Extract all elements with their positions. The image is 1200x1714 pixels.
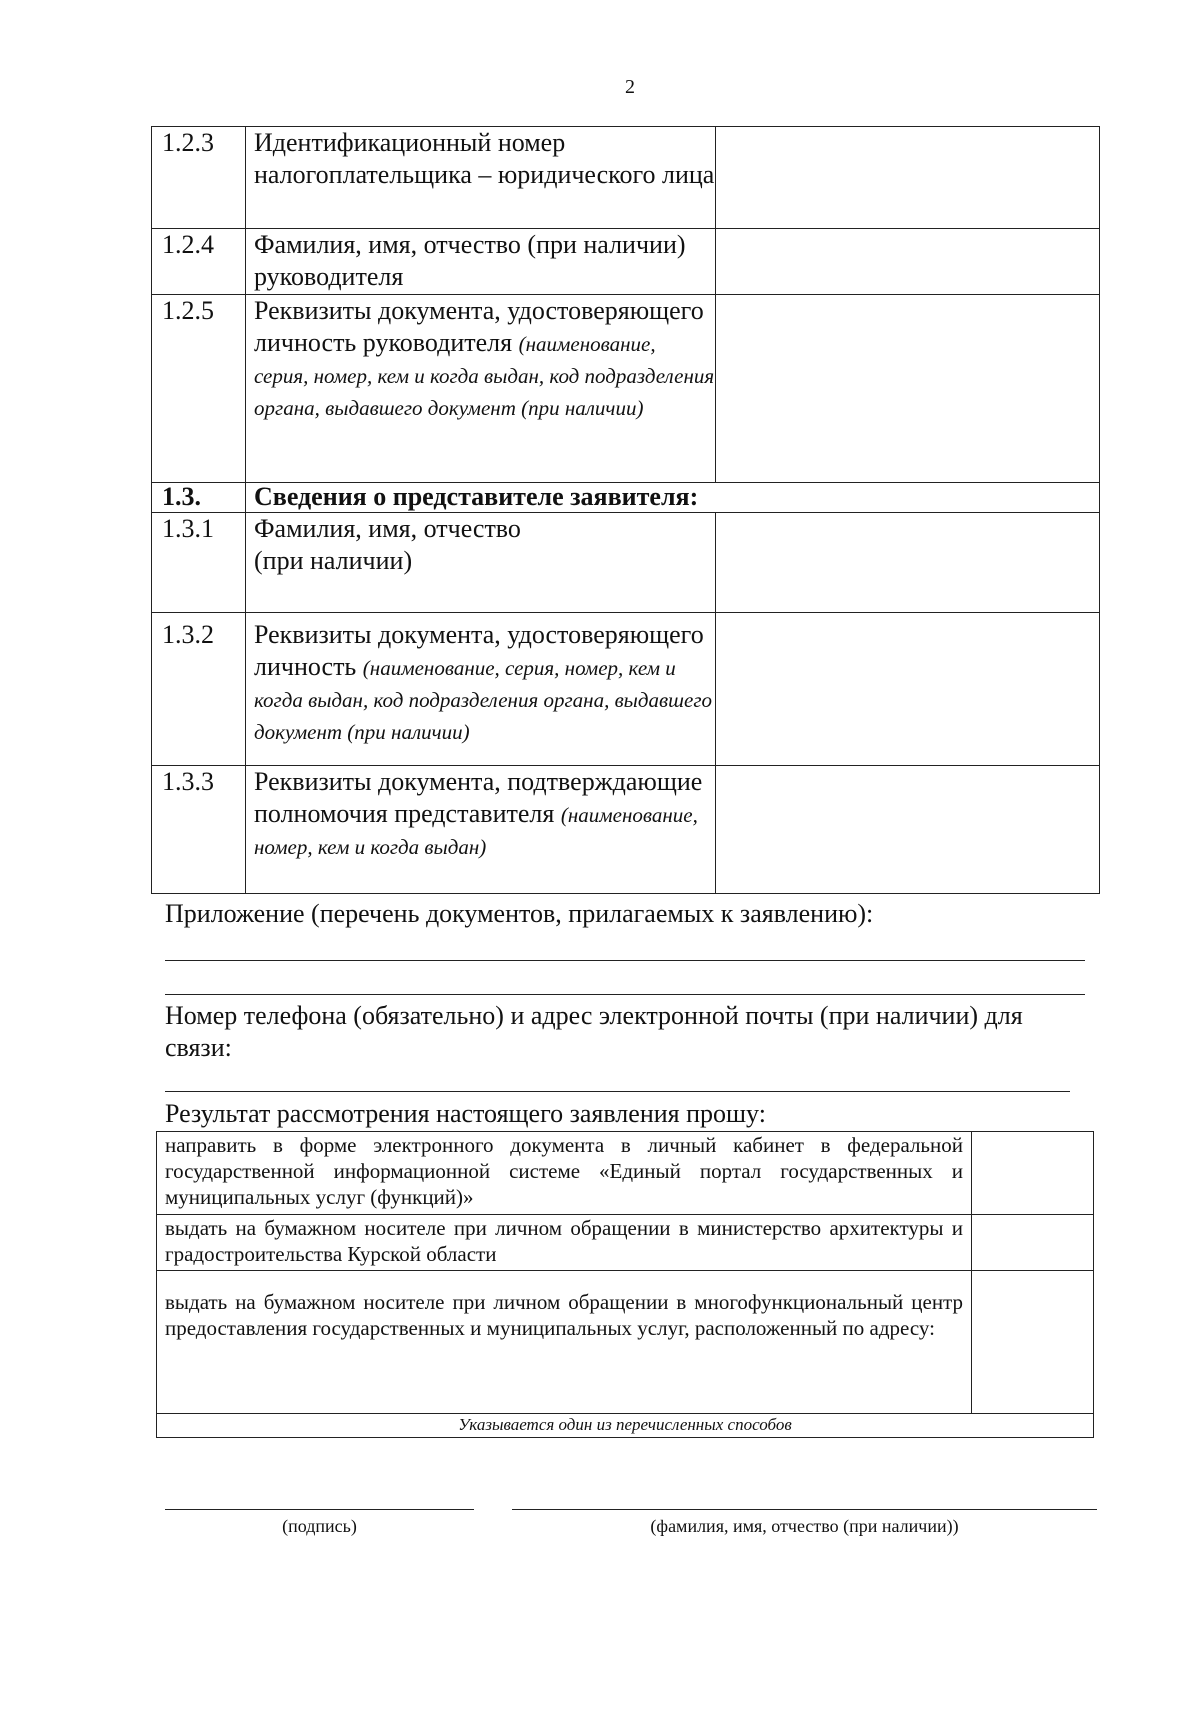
row-label: Фамилия, имя, отчество (при наличии) руководителя bbox=[246, 229, 716, 295]
table-row bbox=[152, 766, 1100, 894]
row-number: 1.3.1 bbox=[152, 513, 246, 613]
row-label: Идентификационный номер налогоплательщика – юридического лица bbox=[246, 127, 716, 229]
table-row bbox=[157, 1271, 1094, 1414]
row-note: (наименование, номер, кем и когда выдан) bbox=[254, 803, 698, 859]
section-title: Сведения о представителе заявителя: bbox=[246, 483, 1100, 513]
name-line[interactable] bbox=[512, 1509, 1097, 1510]
table-row bbox=[152, 229, 1100, 295]
row-value-cell[interactable] bbox=[716, 127, 1100, 229]
result-option-checkbox[interactable] bbox=[972, 1132, 1094, 1215]
attachments-label: Приложение (перечень документов, прилагаемых к заявлению): bbox=[165, 899, 874, 928]
row-note: (наименование, серия, номер, кем и когда выдан, код подразделения органа, выдавшего документ (при наличии) bbox=[254, 332, 715, 420]
result-note: Указывается один из перечисленных способов bbox=[157, 1414, 1094, 1438]
section-number: 1.3. bbox=[152, 483, 246, 513]
row-number: 1.3.3 bbox=[152, 766, 246, 894]
name-caption: (фамилия, имя, отчество (при наличии)) bbox=[650, 1516, 959, 1536]
row-value-cell[interactable] bbox=[716, 513, 1100, 613]
result-option-text: выдать на бумажном носителе при личном обращении в многофункциональный центр предоставления государственных и муниципальных услуг, расположенный по адресу: bbox=[157, 1271, 972, 1414]
table-row bbox=[152, 483, 1100, 513]
contact-label: Номер телефона (обязательно) и адрес электронной почты (при наличии) для связи: bbox=[165, 1001, 1023, 1062]
result-option-text: выдать на бумажном носителе при личном обращении в министерство архитектуры и градостроительства Курской области bbox=[157, 1215, 972, 1271]
signature-caption: (подпись) bbox=[282, 1516, 357, 1536]
attachments-line-1[interactable] bbox=[165, 960, 1085, 961]
result-option-text: направить в форме электронного документа в личный кабинет в федеральной государственной информационной системе «Единый портал государственных и муниципальных услуг (функций)» bbox=[157, 1132, 972, 1215]
table-row bbox=[157, 1132, 1094, 1215]
page-number: 2 bbox=[625, 76, 635, 98]
row-number: 1.2.3 bbox=[152, 127, 246, 229]
row-label: Реквизиты документа, удостоверяющего личность (наименование, серия, номер, кем и когда выдан, код подразделения органа, выдавшего документ (при наличии) bbox=[246, 613, 716, 766]
row-label: Реквизиты документа, удостоверяющего личность руководителя (наименование, серия, номер, кем и когда выдан, код подразделения органа, выдавшего документ (при наличии) bbox=[246, 295, 716, 483]
row-value-cell[interactable] bbox=[716, 766, 1100, 894]
result-label: Результат рассмотрения настоящего заявления прошу: bbox=[165, 1099, 766, 1128]
table-row bbox=[157, 1215, 1094, 1271]
row-number: 1.2.5 bbox=[152, 295, 246, 483]
row-value-cell[interactable] bbox=[716, 295, 1100, 483]
table-row bbox=[152, 513, 1100, 613]
row-label: Реквизиты документа, подтверждающие полномочия представителя (наименование, номер, кем и когда выдан) bbox=[246, 766, 716, 894]
result-option-checkbox[interactable] bbox=[972, 1271, 1094, 1414]
row-value-cell[interactable] bbox=[716, 229, 1100, 295]
row-number: 1.2.4 bbox=[152, 229, 246, 295]
row-value-cell[interactable] bbox=[716, 613, 1100, 766]
row-note: (наименование, серия, номер, кем и когда выдан, код подразделения органа, выдавшего документ (при наличии) bbox=[254, 656, 713, 744]
table-row bbox=[152, 613, 1100, 766]
result-options-table bbox=[156, 1131, 1094, 1438]
applicant-table bbox=[151, 126, 1100, 894]
table-row bbox=[152, 127, 1100, 229]
table-row bbox=[152, 295, 1100, 483]
signature-line[interactable] bbox=[165, 1509, 474, 1510]
contact-line[interactable] bbox=[165, 1091, 1070, 1092]
table-row bbox=[157, 1414, 1094, 1438]
result-option-checkbox[interactable] bbox=[972, 1215, 1094, 1271]
attachments-line-2[interactable] bbox=[165, 994, 1085, 995]
row-label: Фамилия, имя, отчество (при наличии) bbox=[246, 513, 716, 613]
row-number: 1.3.2 bbox=[152, 613, 246, 766]
